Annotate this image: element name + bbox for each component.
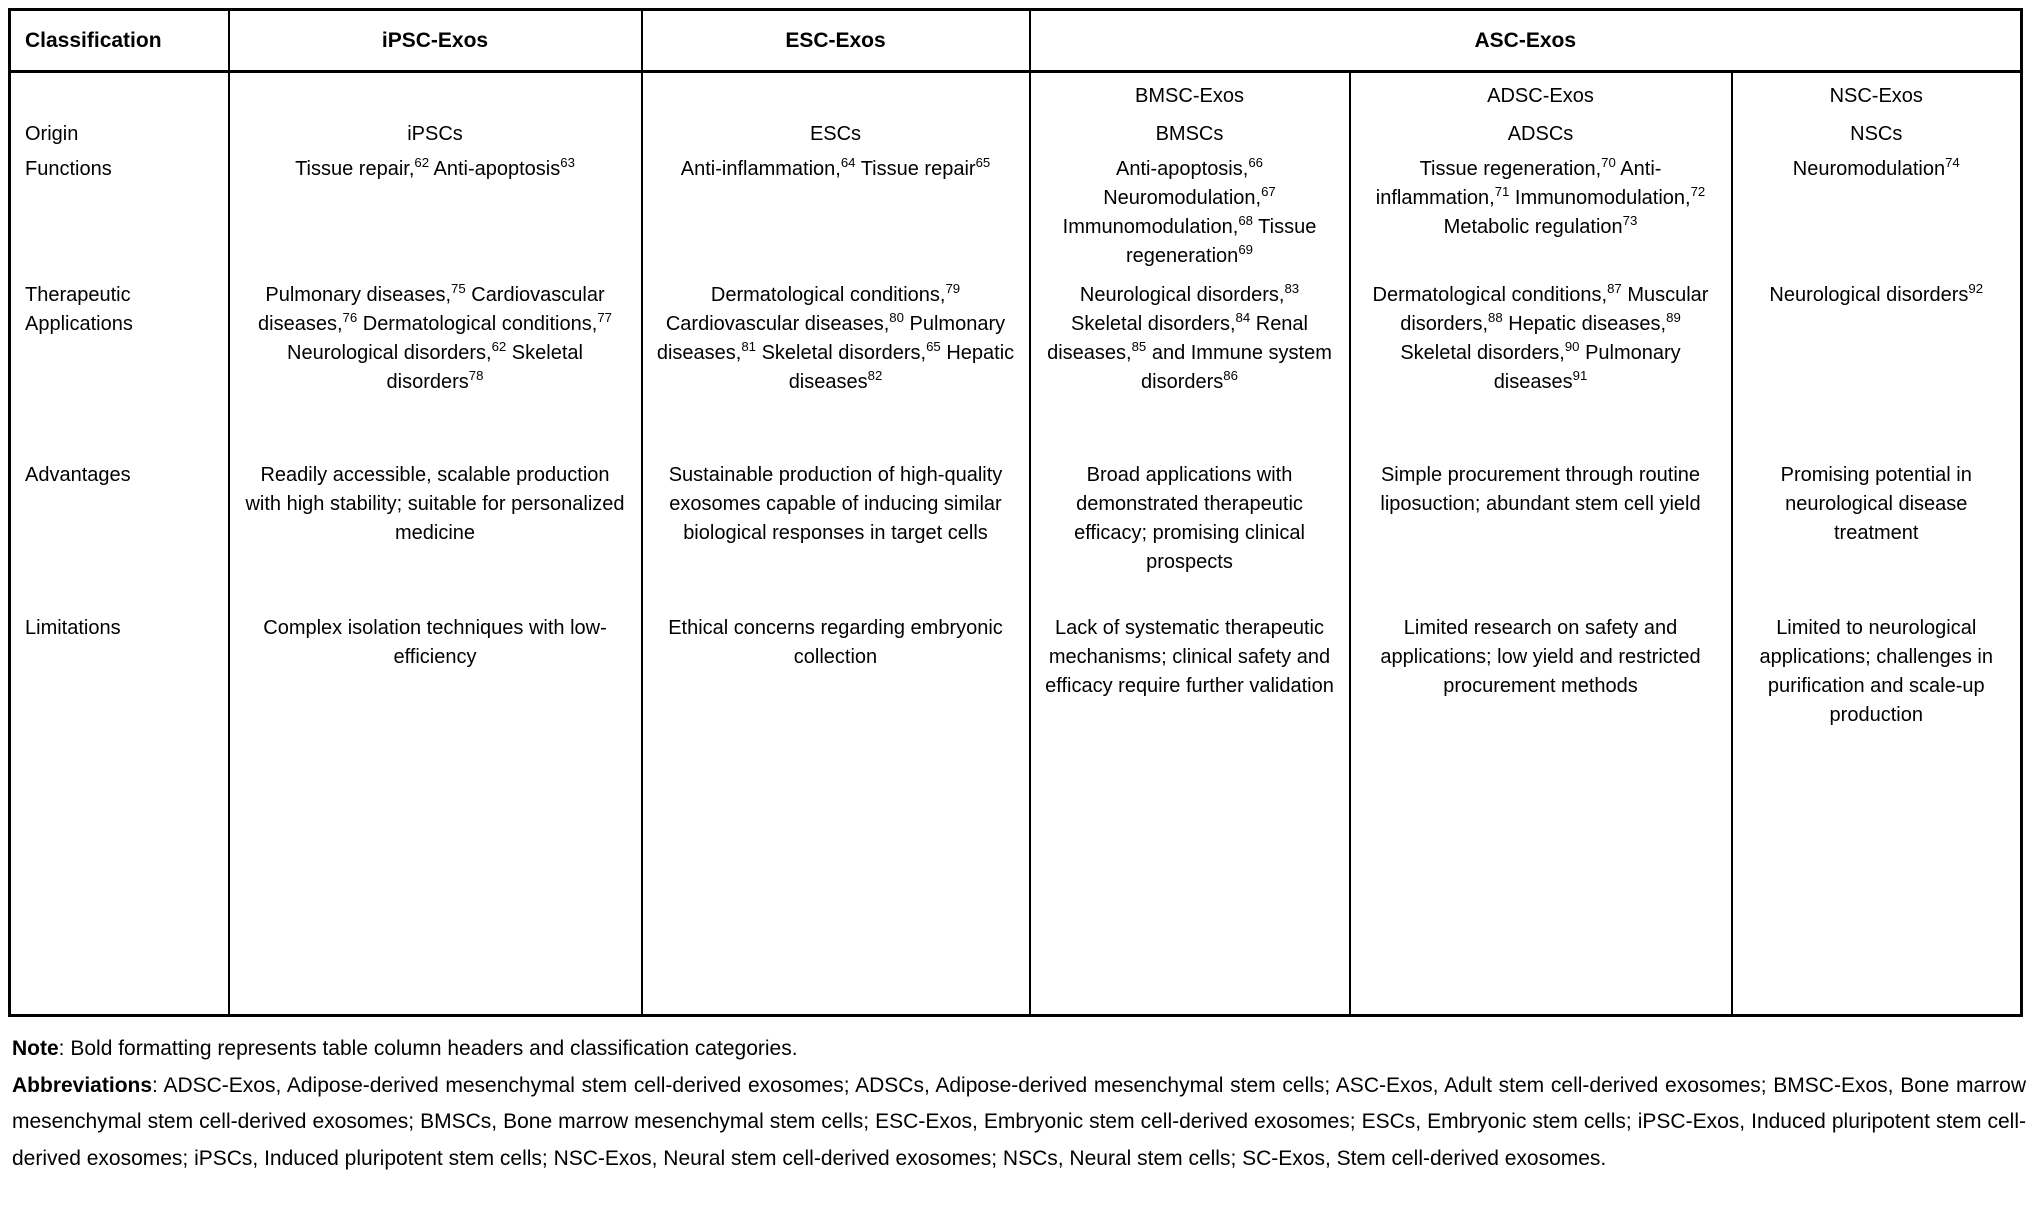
- note-label: Note: [12, 1037, 59, 1060]
- origin-esc-cell: ESCs: [642, 118, 1030, 153]
- limitations-ipsc-cell: Complex isolation techniques with low-efficiency: [229, 612, 642, 1016]
- therapeutic-row-label: Therapeutic Applications: [10, 276, 229, 459]
- abbreviations-label: Abbreviations: [12, 1073, 153, 1097]
- abbreviations-paragraph: [12, 1068, 2026, 1178]
- functions-adsc-cell: Tissue regeneration,$^{70}$ Anti-inflammation,$^{71}$ Immunomodulation,$^{72}$ Metabolic regulation$^{73}$: [1350, 153, 1732, 276]
- functions-row-label: Functions: [10, 153, 229, 276]
- header-esc-exos: ESC-Exos: [642, 10, 1030, 72]
- origin-row-label: Origin: [10, 118, 229, 153]
- table-body: [10, 72, 2022, 1016]
- advantages-bmsc-cell: Broad applications with demonstrated therapeutic efficacy; promising clinical prospects: [1030, 459, 1350, 612]
- advantages-row-label: Advantages: [10, 459, 229, 612]
- abbreviations-text: : ADSC-Exos, Adipose-derived mesenchymal stem cell-derived exosomes; ADSCs, Adipose-derived mesenchymal stem cells; ASC-Exos, Adult stem cell-derived exosomes; BMSC-Exos, Bone marrow mesenchymal stem cell-derived exosomes; BMSCs, Bone marrow mesenchymal stem cells; ESC-Exos, Embryonic stem cell-derived exosomes; ESCs, Embryonic stem cells; iPSC-Exos, Induced pluripotent stem cell-derived exosomes; iPSCs, Induced pluripotent stem cells; NSC-Exos, Neural stem cell-derived exosomes; NSCs, Neural stem cells; SC-Exos, Stem cell-derived exosomes.: [12, 1073, 2026, 1170]
- functions-row: [10, 153, 2022, 276]
- functions-bmsc-cell: Anti-apoptosis,$^{66}$ Neuromodulation,$^{67}$ Immunomodulation,$^{68}$ Tissue regeneration$^{69}$: [1030, 153, 1350, 276]
- limitations-esc-cell: Ethical concerns regarding embryonic collection: [642, 612, 1030, 1016]
- header-row: [10, 10, 2022, 72]
- origin-bmsc-cell: BMSCs: [1030, 118, 1350, 153]
- header-ipsc-exos: iPSC-Exos: [229, 10, 642, 72]
- advantages-adsc-cell: Simple procurement through routine liposuction; abundant stem cell yield: [1350, 459, 1732, 612]
- advantages-esc-cell: Sustainable production of high-quality exosomes capable of inducing similar biological responses in target cells: [642, 459, 1030, 612]
- therapeutic-ipsc-cell: Pulmonary diseases,$^{75}$ Cardiovascular diseases,$^{76}$ Dermatological conditions,$^{77}$ Neurological disorders,$^{62}$ Skeletal disorders$^{78}$: [229, 276, 642, 459]
- therapeutic-applications-row: [10, 276, 2022, 459]
- table-header: [10, 10, 2022, 72]
- subheader-nsc-exos: NSC-Exos: [1732, 72, 2022, 118]
- subheader-bmsc-exos: BMSC-Exos: [1030, 72, 1350, 118]
- origin-nsc-cell: NSCs: [1732, 118, 2022, 153]
- origin-row: [10, 118, 2022, 153]
- limitations-nsc-cell: Limited to neurological applications; challenges in purification and scale-up production: [1732, 612, 2022, 1016]
- limitations-row: [10, 612, 2022, 1016]
- functions-nsc-cell: Neuromodulation$^{74}$: [1732, 153, 2022, 276]
- note-line: [12, 1031, 2026, 1068]
- subheader-empty-ipsc: [229, 72, 642, 118]
- exosome-classification-table: [8, 8, 2023, 1017]
- functions-esc-cell: Anti-inflammation,$^{64}$ Tissue repair$^{65}$: [642, 153, 1030, 276]
- table-footnotes: [8, 1017, 2028, 1177]
- note-text: : Bold formatting represents table column headers and classification categories.: [58, 1037, 798, 1060]
- advantages-row: [10, 459, 2022, 612]
- header-classification: Classification: [10, 10, 229, 72]
- origin-adsc-cell: ADSCs: [1350, 118, 1732, 153]
- limitations-adsc-cell: Limited research on safety and applications; low yield and restricted procurement methods: [1350, 612, 1732, 1016]
- header-asc-exos: ASC-Exos: [1030, 10, 2022, 72]
- therapeutic-esc-cell: Dermatological conditions,$^{79}$ Cardiovascular diseases,$^{80}$ Pulmonary diseases,$^{81}$ Skeletal disorders,$^{65}$ Hepatic diseases$^{82}$: [642, 276, 1030, 459]
- therapeutic-nsc-cell: Neurological disorders$^{92}$: [1732, 276, 2022, 459]
- advantages-nsc-cell: Promising potential in neurological disease treatment: [1732, 459, 2022, 612]
- subheader-adsc-exos: ADSC-Exos: [1350, 72, 1732, 118]
- functions-ipsc-cell: Tissue repair,$^{62}$ Anti-apoptosis$^{63}$: [229, 153, 642, 276]
- subheader-empty-classification: [10, 72, 229, 118]
- origin-ipsc-cell: iPSCs: [229, 118, 642, 153]
- limitations-bmsc-cell: Lack of systematic therapeutic mechanisms; clinical safety and efficacy require further validation: [1030, 612, 1350, 1016]
- subheader-empty-esc: [642, 72, 1030, 118]
- therapeutic-bmsc-cell: Neurological disorders,$^{83}$ Skeletal disorders,$^{84}$ Renal diseases,$^{85}$ and Immune system disorders$^{86}$: [1030, 276, 1350, 459]
- subheader-row: [10, 72, 2022, 118]
- limitations-row-label: Limitations: [10, 612, 229, 1016]
- advantages-ipsc-cell: Readily accessible, scalable production with high stability; suitable for personalized medicine: [229, 459, 642, 612]
- therapeutic-adsc-cell: Dermatological conditions,$^{87}$ Muscular disorders,$^{88}$ Hepatic diseases,$^{89}$ Skeletal disorders,$^{90}$ Pulmonary diseases$^{91}$: [1350, 276, 1732, 459]
